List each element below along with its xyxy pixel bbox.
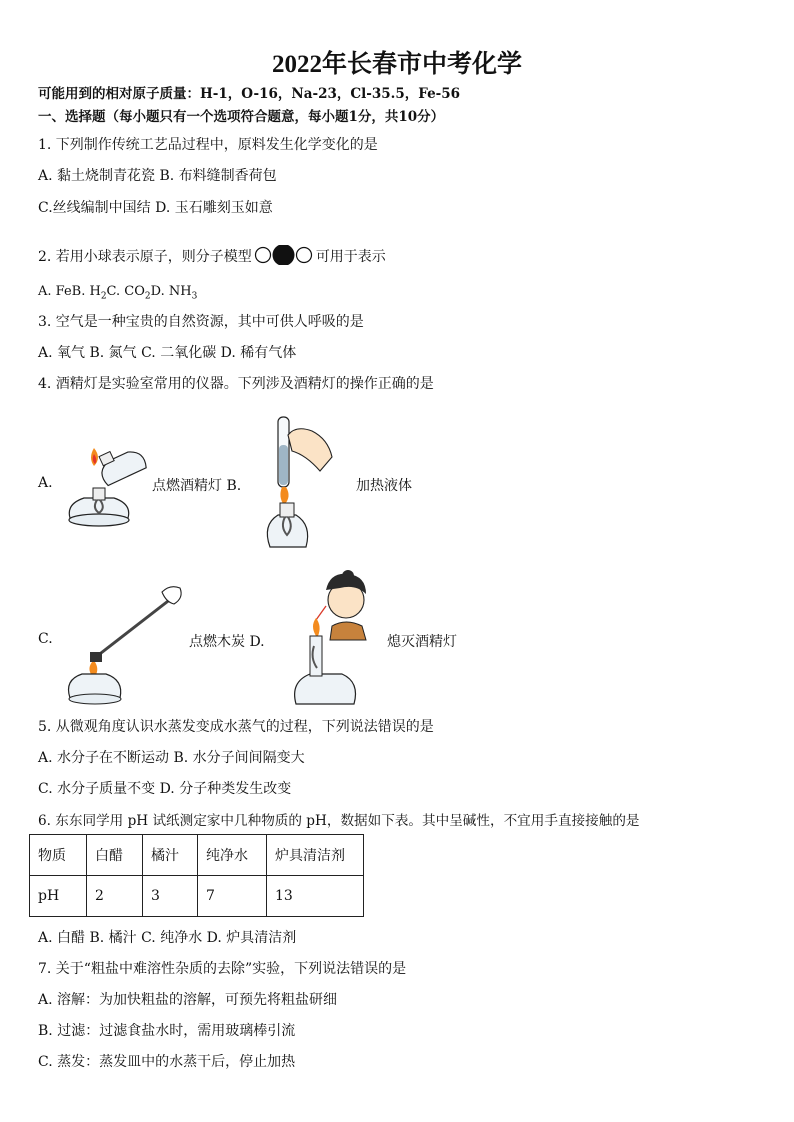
q4-option-d-text: 熄灭酒精灯 bbox=[387, 634, 457, 650]
q5-options-cd: C. 水分子质量不变 D. 分子种类发生改变 bbox=[38, 781, 292, 797]
q2-opt-c-sub: 2 bbox=[144, 291, 151, 302]
q4-stem: 4. 酒精灯是实验室常用的仪器。下列涉及酒精灯的操作正确的是 bbox=[38, 376, 434, 392]
q2-opt-c: C. CO bbox=[106, 284, 145, 299]
q1-stem: 1. 下列制作传统工艺品过程中，原料发生化学变化的是 bbox=[38, 137, 378, 153]
heating-liquid-illustration bbox=[260, 415, 340, 553]
table-header-row bbox=[30, 835, 364, 876]
q3-stem: 3. 空气是一种宝贵的自然资源，其中可供人呼吸的是 bbox=[38, 314, 364, 330]
table-header-cell: 炉具清洁剂 bbox=[267, 835, 364, 876]
q7-option-a: A. 溶解：为加快粗盐的溶解，可预先将粗盐研细 bbox=[38, 992, 338, 1008]
table-header-cell: 白醋 bbox=[87, 835, 143, 876]
molecule-model-icon bbox=[254, 245, 314, 265]
q2-opt-b-sub: 2 bbox=[100, 291, 107, 302]
q5-options-ab: A. 水分子在不断运动 B. 水分子间间隔变大 bbox=[38, 750, 305, 766]
table-header-cell: 物质 bbox=[30, 835, 87, 876]
q2-options bbox=[38, 283, 197, 306]
q2-opt-ab: A. FeB. H bbox=[38, 284, 101, 299]
q2-stem bbox=[38, 245, 386, 266]
page-title: 2022年长春市中考化学 bbox=[271, 51, 522, 78]
table-row bbox=[30, 876, 364, 917]
lamp-lighting-lamp-illustration bbox=[62, 438, 152, 530]
ph-table bbox=[29, 834, 364, 917]
table-header-cell: 橘汁 bbox=[143, 835, 198, 876]
q3-options: A. 氧气 B. 氮气 C. 二氧化碳 D. 稀有气体 bbox=[38, 345, 297, 361]
q6-options: A. 白醋 B. 橘汁 C. 纯净水 D. 炉具清洁剂 bbox=[38, 930, 297, 946]
q7-option-c: C. 蒸发：蒸发皿中的水蒸干后，停止加热 bbox=[38, 1054, 296, 1070]
atomic-masses: 可能用到的相对原子质量：H-1，O-16，Na-23，Cl-35.5，Fe-56 bbox=[38, 86, 461, 102]
table-header-cell: 纯净水 bbox=[198, 835, 267, 876]
q4-option-c-text: 点燃木炭 D. bbox=[189, 634, 265, 650]
table-cell: 3 bbox=[143, 876, 198, 917]
q6-stem: 6. 东东同学用 pH 试纸测定家中几种物质的 pH，数据如下表。其中呈碱性，不宜用手直接接触的是 bbox=[38, 813, 640, 829]
lighting-charcoal-illustration bbox=[62, 582, 187, 704]
table-cell: pH bbox=[30, 876, 87, 917]
q2-stem-start: 2. 若用小球表示原子，则分子模型 bbox=[38, 249, 252, 265]
table-cell: 7 bbox=[198, 876, 267, 917]
q4-option-c-label: C. bbox=[38, 631, 53, 647]
table-cell: 2 bbox=[87, 876, 143, 917]
q5-stem: 5. 从微观角度认识水蒸发变成水蒸气的过程，下列说法错误的是 bbox=[38, 719, 434, 735]
q4-option-a-label: A. bbox=[38, 475, 53, 491]
extinguishing-lamp-illustration bbox=[290, 570, 385, 710]
q7-stem: 7. 关于“粗盐中难溶性杂质的去除”实验，下列说法错误的是 bbox=[38, 961, 407, 977]
q2-opt-d: D. NH bbox=[150, 284, 192, 299]
q1-options-cd: C.丝线编制中国结 D. 玉石雕刻玉如意 bbox=[38, 200, 273, 216]
q2-opt-d-sub: 3 bbox=[191, 291, 198, 302]
q7-option-b: B. 过滤：过滤食盐水时，需用玻璃棒引流 bbox=[38, 1023, 296, 1039]
section-heading: 一、选择题（每小题只有一个选项符合题意，每小题1分，共10分） bbox=[38, 109, 445, 125]
q4-option-a-text: 点燃酒精灯 B. bbox=[152, 478, 242, 494]
q2-stem-end: 可用于表示 bbox=[315, 249, 386, 265]
q1-options-ab: A. 黏土烧制青花瓷 B. 布料缝制香荷包 bbox=[38, 168, 277, 184]
table-cell: 13 bbox=[267, 876, 364, 917]
q4-option-b-text: 加热液体 bbox=[356, 478, 412, 494]
